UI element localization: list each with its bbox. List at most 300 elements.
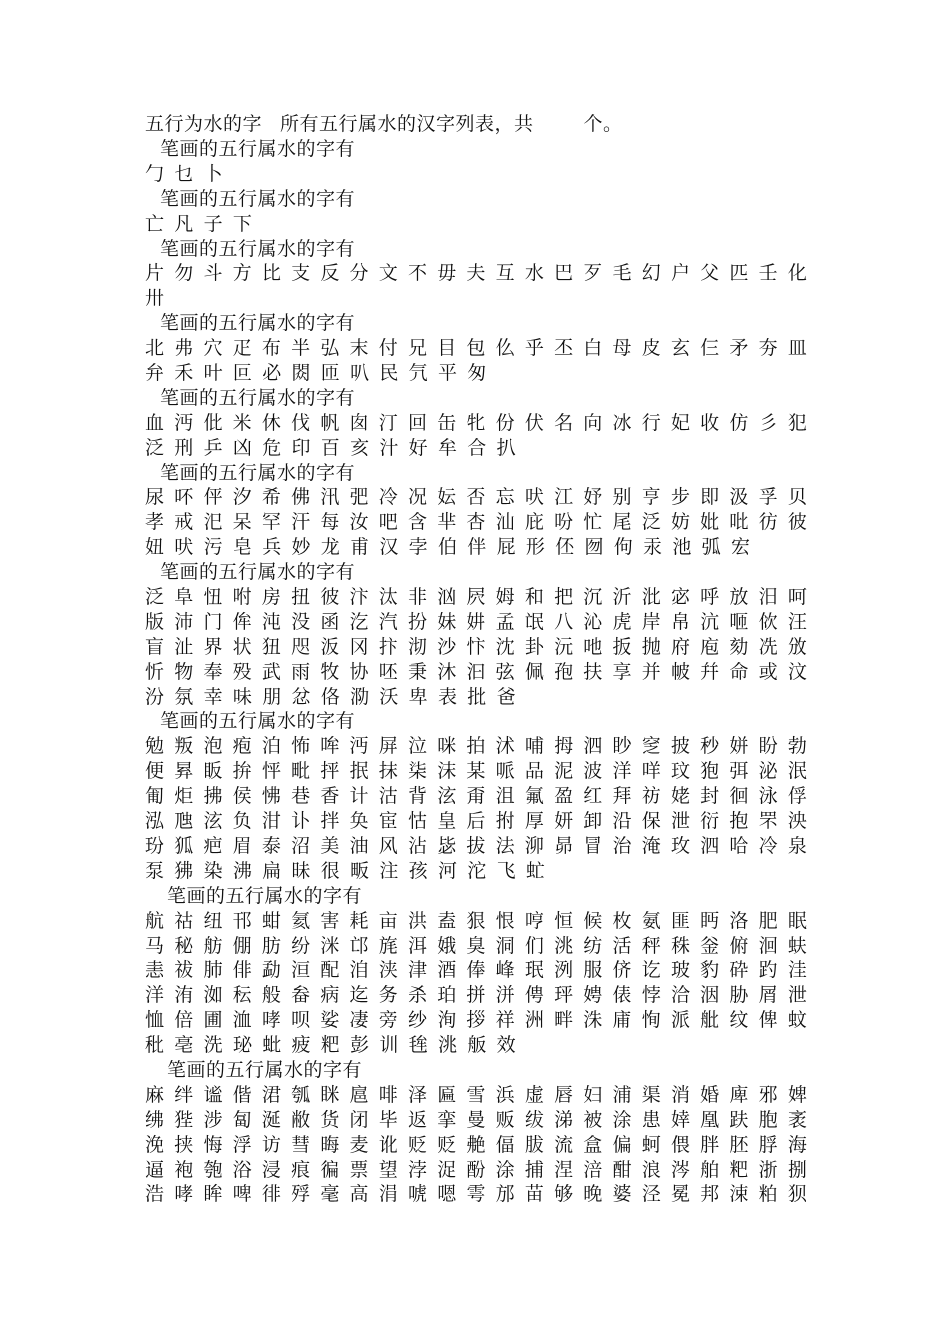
character-cell: 合 <box>467 436 487 459</box>
character-cell: 匍 <box>145 785 165 808</box>
character-cell: 沔 <box>174 411 194 434</box>
character-cell: 沼 <box>291 834 311 857</box>
character-cell: 昴 <box>554 834 574 857</box>
character-cell: 洞 <box>495 934 515 957</box>
character-cell: 庯 <box>612 1009 632 1032</box>
character-cell: 泔 <box>261 810 281 833</box>
character-cell: 海 <box>787 1133 807 1156</box>
character-cell: 豹 <box>700 959 720 982</box>
character-cell: 害 <box>320 909 340 932</box>
stroke-section <box>145 461 817 561</box>
character-cell: 河 <box>437 859 457 882</box>
character-cell: 蚶 <box>261 909 281 932</box>
character-cell: 汶 <box>787 660 807 683</box>
character-cell: 皿 <box>787 337 807 360</box>
character-cell: 般 <box>261 984 281 1007</box>
character-cell: 状 <box>232 635 252 658</box>
character-cell: 哮 <box>261 1009 281 1032</box>
character-cell: 珌 <box>232 1034 252 1057</box>
character-cell: 祥 <box>495 1009 515 1032</box>
character-cell: 沚 <box>174 635 194 658</box>
character-cell: 怙 <box>407 810 427 833</box>
character-cell: 恂 <box>641 1009 661 1032</box>
character-cell: 玶 <box>554 984 574 1007</box>
title-part-2: 所有五行属水的汉字列表，共 <box>280 113 534 135</box>
character-cell: 风 <box>378 834 398 857</box>
character-cell: 邙 <box>349 934 369 957</box>
character-cell: 沏 <box>407 635 427 658</box>
character-cell: 眅 <box>203 760 223 783</box>
character-cell: 访 <box>261 1133 281 1156</box>
character-cell: 泛 <box>145 436 165 459</box>
character-cell: 名 <box>554 411 574 434</box>
character-cell: 兵 <box>262 536 282 559</box>
stroke-section <box>145 311 817 386</box>
character-cell: 毖 <box>437 834 457 857</box>
character-cell: 抿 <box>349 760 369 783</box>
character-cell: 偕 <box>232 1083 252 1106</box>
character-cell: 效 <box>496 1034 516 1057</box>
character-cell: 泳 <box>758 785 778 808</box>
character-cell: 函 <box>320 610 340 633</box>
character-cell: 泗 <box>583 735 603 758</box>
character-cell: 婆 <box>612 1183 632 1206</box>
character-cell: 盈 <box>554 785 574 808</box>
character-cell: 痕 <box>291 1158 311 1181</box>
character-cell: 弘 <box>320 337 340 360</box>
character-cell: 即 <box>700 486 720 509</box>
character-cell: 份 <box>495 411 515 434</box>
character-cell: 俸 <box>466 959 486 982</box>
character-cell: 候 <box>583 909 603 932</box>
character-cell: 忿 <box>291 685 311 708</box>
character-cell: 舨 <box>467 1034 487 1057</box>
character-cell: 孢 <box>554 660 574 683</box>
character-cell: 汩 <box>466 660 486 683</box>
character-cell: 含 <box>407 511 427 534</box>
character-cell: 旁 <box>378 1009 398 1032</box>
character-cell: 盲 <box>145 635 165 658</box>
character-cell: 治 <box>612 834 632 857</box>
character-cell: 亨 <box>641 486 661 509</box>
character-cell: 泯 <box>787 760 807 783</box>
character-cell: 伐 <box>291 411 311 434</box>
character-cell: 步 <box>670 486 690 509</box>
character-cell: 冷 <box>758 834 778 857</box>
character-cell: 冼 <box>758 635 778 658</box>
character-cell: 卸 <box>583 810 603 833</box>
section-heading: 笔画的五行属水的字有 <box>160 187 356 210</box>
character-row <box>145 784 817 809</box>
character-cell: 泉 <box>787 834 807 857</box>
character-cell: 徊 <box>729 785 749 808</box>
character-cell: 拌 <box>320 810 340 833</box>
character-cell: 吠 <box>174 536 194 559</box>
character-row <box>145 934 817 959</box>
character-cell: 讹 <box>378 1133 398 1156</box>
character-cell: 泵 <box>145 859 165 882</box>
character-cell: 肪 <box>261 934 281 957</box>
section-heading: 笔画的五行属水的字有 <box>160 461 356 484</box>
character-cell: 洧 <box>174 984 194 1007</box>
character-row <box>145 635 817 660</box>
character-cell: 屑 <box>758 984 778 1007</box>
character-cell: 扒 <box>496 436 516 459</box>
character-cell: 浦 <box>612 1083 632 1106</box>
character-cell: 户 <box>670 262 690 285</box>
character-cell: 沿 <box>612 810 632 833</box>
character-cell: 讫 <box>641 959 661 982</box>
character-cell: 江 <box>554 486 574 509</box>
character-cell: 尾 <box>612 511 632 534</box>
character-cell: 讣 <box>291 810 311 833</box>
character-cell: 没 <box>291 610 311 633</box>
character-cell: 香 <box>320 785 340 808</box>
character-cell: 缶 <box>437 411 457 434</box>
character-cell: 批 <box>467 685 487 708</box>
character-cell: 汾 <box>145 685 165 708</box>
character-cell: 浡 <box>407 1158 427 1181</box>
character-cell: 汽 <box>378 610 398 633</box>
character-cell: 姥 <box>670 785 690 808</box>
character-cell: 氛 <box>174 685 194 708</box>
character-cell: 囱 <box>349 411 369 434</box>
character-cell: 半 <box>291 337 311 360</box>
character-cell: 活 <box>612 934 632 957</box>
character-cell: 涓 <box>378 1183 398 1206</box>
character-cell: 妙 <box>291 536 311 559</box>
character-cell: 抃 <box>378 635 398 658</box>
character-cell: 戒 <box>174 511 194 534</box>
character-cell: 白 <box>583 337 603 360</box>
character-row <box>145 485 817 510</box>
character-cell: 秕 <box>145 1034 165 1057</box>
character-cell: 秤 <box>641 934 661 957</box>
character-cell: 攽 <box>787 635 807 658</box>
character-row <box>145 834 817 859</box>
character-cell: 玫 <box>670 834 690 857</box>
character-cell: 庖 <box>700 635 720 658</box>
character-cell: 水 <box>524 262 544 285</box>
character-cell: 盒 <box>583 1133 603 1156</box>
character-cell: 哮 <box>174 1183 194 1206</box>
character-cell: 涅 <box>554 1158 574 1181</box>
character-cell: 徘 <box>261 1183 281 1206</box>
character-cell: 凶 <box>232 436 252 459</box>
character-cell: 咂 <box>729 610 749 633</box>
stroke-section <box>145 137 817 187</box>
character-cell: 伾 <box>555 536 575 559</box>
character-cell: 怦 <box>261 760 281 783</box>
character-cell: 佛 <box>291 486 311 509</box>
character-cell: 挛 <box>437 1108 457 1131</box>
character-cell: 哞 <box>320 735 340 758</box>
character-cell: 伯 <box>437 536 457 559</box>
character-cell: 哈 <box>729 834 749 857</box>
character-cell: 刑 <box>174 436 194 459</box>
character-cell: 末 <box>349 337 369 360</box>
character-cell: 泐 <box>350 685 370 708</box>
character-cell: 袍 <box>174 1158 194 1181</box>
character-row <box>145 1158 817 1183</box>
character-cell: 洛 <box>729 909 749 932</box>
character-cell: 沫 <box>437 760 457 783</box>
character-cell: 忘 <box>495 486 515 509</box>
character-cell: 秘 <box>174 934 194 957</box>
character-row <box>145 411 817 436</box>
character-cell: 务 <box>378 984 398 1007</box>
character-cell: 妨 <box>670 511 690 534</box>
stroke-sections <box>145 137 817 1207</box>
character-cell: 尿 <box>145 486 165 509</box>
stroke-section <box>145 709 817 883</box>
character-cell: 俳 <box>232 959 252 982</box>
character-cell: 妤 <box>583 486 603 509</box>
character-cell: 汪 <box>787 610 807 633</box>
character-cell: 犯 <box>787 411 807 434</box>
character-cell: 训 <box>379 1034 399 1057</box>
character-cell: 回 <box>407 411 427 434</box>
character-cell: 妘 <box>437 486 457 509</box>
character-cell: 奂 <box>349 810 369 833</box>
character-cell: 版 <box>145 610 165 633</box>
character-cell: 沔 <box>349 735 369 758</box>
character-cell: 平 <box>437 362 457 385</box>
character-cell: 酣 <box>612 1158 632 1181</box>
character-cell: 殍 <box>291 1183 311 1206</box>
character-cell: 沸 <box>232 859 252 882</box>
character-cell: 拜 <box>612 785 632 808</box>
character-cell: 逼 <box>145 1158 165 1181</box>
character-cell: 互 <box>495 262 515 285</box>
character-row <box>145 436 817 461</box>
character-cell: 浼 <box>145 1133 165 1156</box>
character-cell: 命 <box>729 660 749 683</box>
character-cell: 某 <box>466 760 486 783</box>
character-cell: 斗 <box>203 262 223 285</box>
character-row <box>145 336 817 361</box>
character-cell: 拂 <box>203 785 223 808</box>
character-cell: 拊 <box>495 810 515 833</box>
stroke-section <box>145 386 817 461</box>
character-cell: 航 <box>145 909 165 932</box>
character-cell: 扳 <box>612 635 632 658</box>
character-cell: 岸 <box>641 610 661 633</box>
character-cell: 叭 <box>350 362 370 385</box>
character-cell: 抱 <box>729 810 749 833</box>
character-cell: 俯 <box>729 934 749 957</box>
character-cell: 民 <box>379 362 399 385</box>
character-cell: 方 <box>232 262 252 285</box>
character-cell: 幸 <box>203 685 223 708</box>
character-row <box>145 1182 817 1207</box>
character-cell: 洌 <box>554 959 574 982</box>
character-cell: 美 <box>320 834 340 857</box>
character-cell: 穴 <box>203 337 223 360</box>
character-cell: 娥 <box>437 934 457 957</box>
character-cell: 敝 <box>291 1108 311 1131</box>
character-cell: 雪 <box>466 1083 486 1106</box>
character-cell: 配 <box>320 959 340 982</box>
character-cell: 眠 <box>787 909 807 932</box>
character-cell: 咫 <box>291 635 311 658</box>
character-cell: 囫 <box>584 536 604 559</box>
title-part-1: 五行为水的字 <box>145 113 263 135</box>
character-cell: 悔 <box>203 1133 223 1156</box>
character-cell: 眯 <box>320 1083 340 1106</box>
character-cell: 希 <box>261 486 281 509</box>
character-cell: 趺 <box>729 1108 749 1131</box>
character-cell: 忸 <box>203 586 223 609</box>
character-cell: 牧 <box>320 660 340 683</box>
character-cell: 嗯 <box>437 1183 457 1206</box>
character-cell: 峰 <box>495 959 515 982</box>
character-cell: 麻 <box>145 1083 165 1106</box>
character-cell: 表 <box>437 685 457 708</box>
character-cell: 披 <box>670 735 690 758</box>
character-cell: 畚 <box>291 984 311 1007</box>
character-cell: 枚 <box>612 909 632 932</box>
character-cell: 洪 <box>407 909 427 932</box>
character-cell: 抹 <box>378 760 398 783</box>
character-cell: 洗 <box>203 1034 223 1057</box>
character-cell: 泖 <box>524 834 544 857</box>
character-cell: 偎 <box>670 1133 690 1156</box>
character-cell: 娉 <box>583 984 603 1007</box>
character-cell: 文 <box>378 262 398 285</box>
character-cell: 侪 <box>612 959 632 982</box>
character-cell: 比 <box>261 262 281 285</box>
character-cell: 洋 <box>612 760 632 783</box>
character-cell: 汉 <box>379 536 399 559</box>
character-cell: 玄 <box>670 337 690 360</box>
character-cell: 虻 <box>525 859 545 882</box>
character-cell: 幷 <box>700 660 720 683</box>
character-cell: 仿 <box>729 411 749 434</box>
character-cell: 房 <box>261 586 281 609</box>
character-cell: 卑 <box>408 685 428 708</box>
character-cell: 閦 <box>291 362 311 385</box>
character-cell: 沃 <box>379 685 399 708</box>
character-cell: 炬 <box>174 785 194 808</box>
character-cell: 晚 <box>583 1183 603 1206</box>
character-cell: 宏 <box>730 536 750 559</box>
character-cell: 卜 <box>203 162 223 185</box>
character-cell: 休 <box>261 411 281 434</box>
character-cell: 婞 <box>670 1108 690 1131</box>
character-cell: 氟 <box>524 785 544 808</box>
character-cell: 货 <box>320 1108 340 1131</box>
character-cell: 婚 <box>700 1083 720 1106</box>
character-cell: 窆 <box>641 735 661 758</box>
character-cell: 汁 <box>379 436 399 459</box>
character-cell: 趵 <box>758 959 778 982</box>
character-cell: 扶 <box>583 660 603 683</box>
character-cell: 恒 <box>554 909 574 932</box>
character-cell: 伴 <box>467 536 487 559</box>
character-cell: 孩 <box>408 859 428 882</box>
section-heading: 笔画的五行属水的字有 <box>167 884 363 907</box>
character-cell: 匏 <box>203 1158 223 1181</box>
character-cell: 洵 <box>437 1009 457 1032</box>
character-cell: 彭 <box>350 1034 370 1057</box>
character-cell: 沭 <box>495 735 515 758</box>
character-cell: 捌 <box>787 1158 807 1181</box>
character-cell: 忻 <box>145 660 165 683</box>
character-cell: 爸 <box>496 685 516 708</box>
character-cell: 便 <box>145 760 165 783</box>
character-cell: 汰 <box>378 586 398 609</box>
character-cell: 向 <box>583 411 603 434</box>
character-cell: 雩 <box>466 1183 486 1206</box>
character-cell: 匝 <box>320 362 340 385</box>
character-cell: 浸 <box>261 1158 281 1181</box>
character-cell: 奉 <box>203 660 223 683</box>
stroke-section <box>145 560 817 709</box>
character-cell: 波 <box>583 760 603 783</box>
character-cell: 杏 <box>466 511 486 534</box>
character-cell: 眸 <box>203 1183 223 1206</box>
character-cell: 肥 <box>758 909 778 932</box>
character-row <box>145 510 817 535</box>
character-cell: 涎 <box>261 1108 281 1131</box>
character-cell: 津 <box>407 959 427 982</box>
character-cell: 涂 <box>612 1108 632 1131</box>
character-cell: 佽 <box>758 610 778 633</box>
character-cell: 享 <box>612 660 632 683</box>
character-cell: 皇 <box>437 810 457 833</box>
character-cell: 汗 <box>291 511 311 534</box>
character-cell: 汐 <box>232 486 252 509</box>
character-cell: 汝 <box>349 511 369 534</box>
character-cell: 八 <box>554 610 574 633</box>
character-cell: 彗 <box>291 1133 311 1156</box>
character-cell: 浮 <box>232 1133 252 1156</box>
character-cell: 乒 <box>203 436 223 459</box>
character-cell: 屏 <box>378 735 398 758</box>
character-cell: 彼 <box>787 511 807 534</box>
character-cell: 帆 <box>320 411 340 434</box>
character-cell: 反 <box>320 262 340 285</box>
character-cell: 洽 <box>670 984 690 1007</box>
character-cell: 洮 <box>437 1034 457 1057</box>
character-cell: 胞 <box>758 1108 778 1131</box>
character-cell: 拚 <box>232 760 252 783</box>
character-cell: 胁 <box>729 984 749 1007</box>
character-row <box>145 1033 817 1058</box>
character-cell: 汹 <box>437 586 457 609</box>
character-cell: 浞 <box>437 1158 457 1181</box>
character-cell: 马 <box>145 934 165 957</box>
character-cell: 虚 <box>524 1083 544 1106</box>
character-cell: 扮 <box>407 610 427 633</box>
character-cell: 泛 <box>641 511 661 534</box>
character-cell: 毛 <box>612 262 632 285</box>
character-cell: 汞 <box>643 536 663 559</box>
character-row <box>145 535 817 560</box>
character-cell: 酒 <box>437 959 457 982</box>
character-cell: 冈 <box>349 635 369 658</box>
character-cell: 泾 <box>641 1183 661 1206</box>
character-cell: 秉 <box>407 660 427 683</box>
character-cell: 血 <box>145 411 165 434</box>
character-cell: 砕 <box>729 959 749 982</box>
character-cell: 俘 <box>787 785 807 808</box>
character-cell: 冰 <box>612 411 632 434</box>
character-cell: 涔 <box>670 1158 690 1181</box>
character-cell: 形 <box>525 536 545 559</box>
character-row <box>145 286 817 311</box>
